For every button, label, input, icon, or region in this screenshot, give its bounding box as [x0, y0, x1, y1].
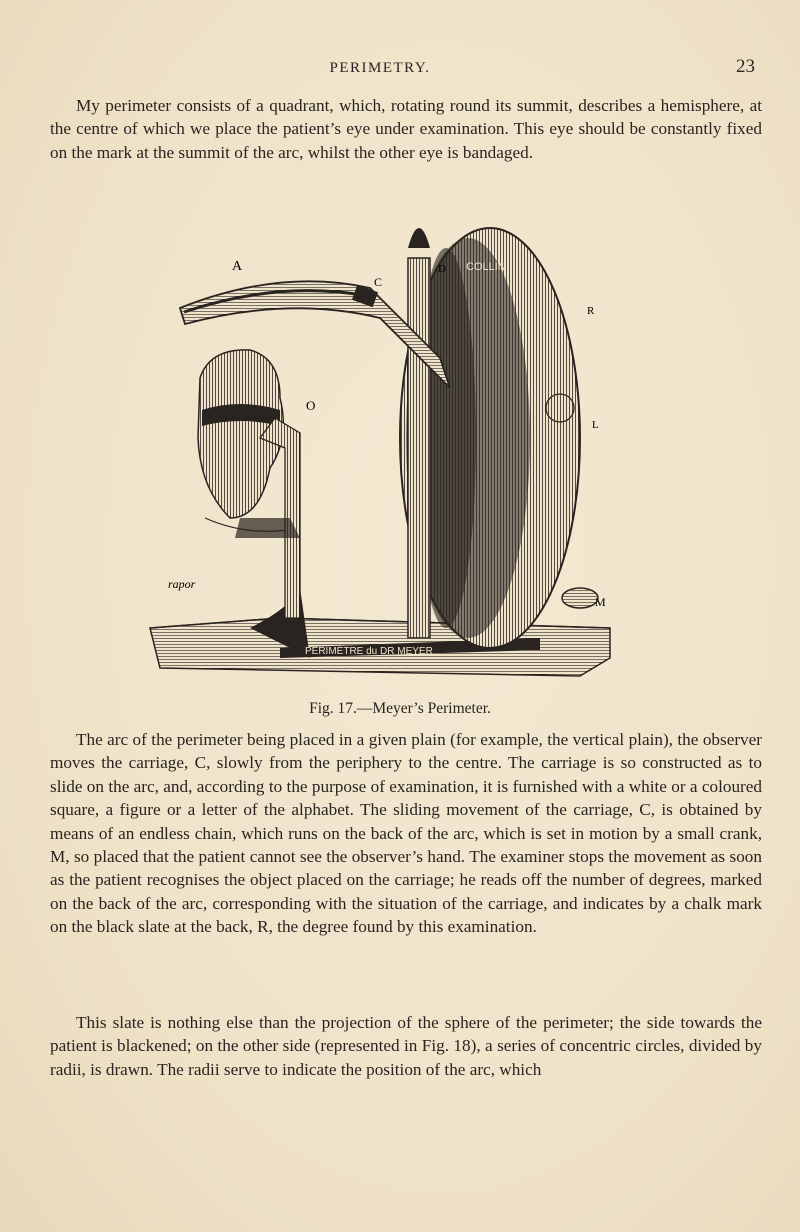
paragraph-slate: This slate is nothing else than the projection of the sphere of the perimeter; the side towards the patient is blackened; on the other side (represented in Fig. 18), a series of concentric circles, divided by radii, is drawn. The radii serve to indicate the position of the arc, which: [50, 1013, 762, 1079]
engraver-signature: rapor: [168, 577, 196, 591]
support-post: [408, 228, 430, 638]
perimeter-illustration: [140, 188, 640, 688]
label-d: D: [438, 263, 446, 275]
label-c: C: [374, 275, 383, 289]
label-m: M: [595, 595, 606, 609]
page-number: 23: [736, 56, 755, 77]
base-inscription: PERIMÈTRE du DR MEYER: [305, 646, 433, 657]
paragraph-arc: The arc of the perimeter being placed in a given plain (for example, the vertical plain), the observer moves the carriage, C, slowly from the periphery to the centre. The carriage is so constructed as to slide on the arc, and, according to the purpose of examination, it is furnished with a white or a coloured square, a figure or a letter of the alphabet. The sliding movement of the carriage, C, is obtained by means of an endless chain, which runs on the back of the arc, which is set in motion by a small crank, M, so placed that the patient cannot see the observer’s hand. The examiner stops the movement as soon as the patient recognises the object placed on the carriage; he reads off the number of degrees, marked on the back of the arc, corresponding with the situation of the carriage, and indicates by a chalk mark on the black slate at the back, R, the degree found by this examination.: [50, 730, 762, 937]
maker-mark: COLLIN: [466, 261, 506, 273]
running-header: [0, 58, 800, 80]
label-a: A: [232, 259, 243, 274]
figure-caption: Fig. 17.—Meyer’s Perimeter.: [309, 700, 491, 717]
label-r: R: [587, 305, 595, 317]
paragraph-intro: My perimeter consists of a quadrant, which, rotating round its summit, describes a hemisphere, at the centre of which we place the patient’s eye under examination. This eye should be constantly fixed on the mark at the summit of the arc, whilst the other eye is bandaged.: [50, 96, 762, 162]
label-o: O: [306, 398, 316, 413]
label-l: L: [592, 419, 599, 431]
running-title: PERIMETRY.: [329, 60, 431, 76]
